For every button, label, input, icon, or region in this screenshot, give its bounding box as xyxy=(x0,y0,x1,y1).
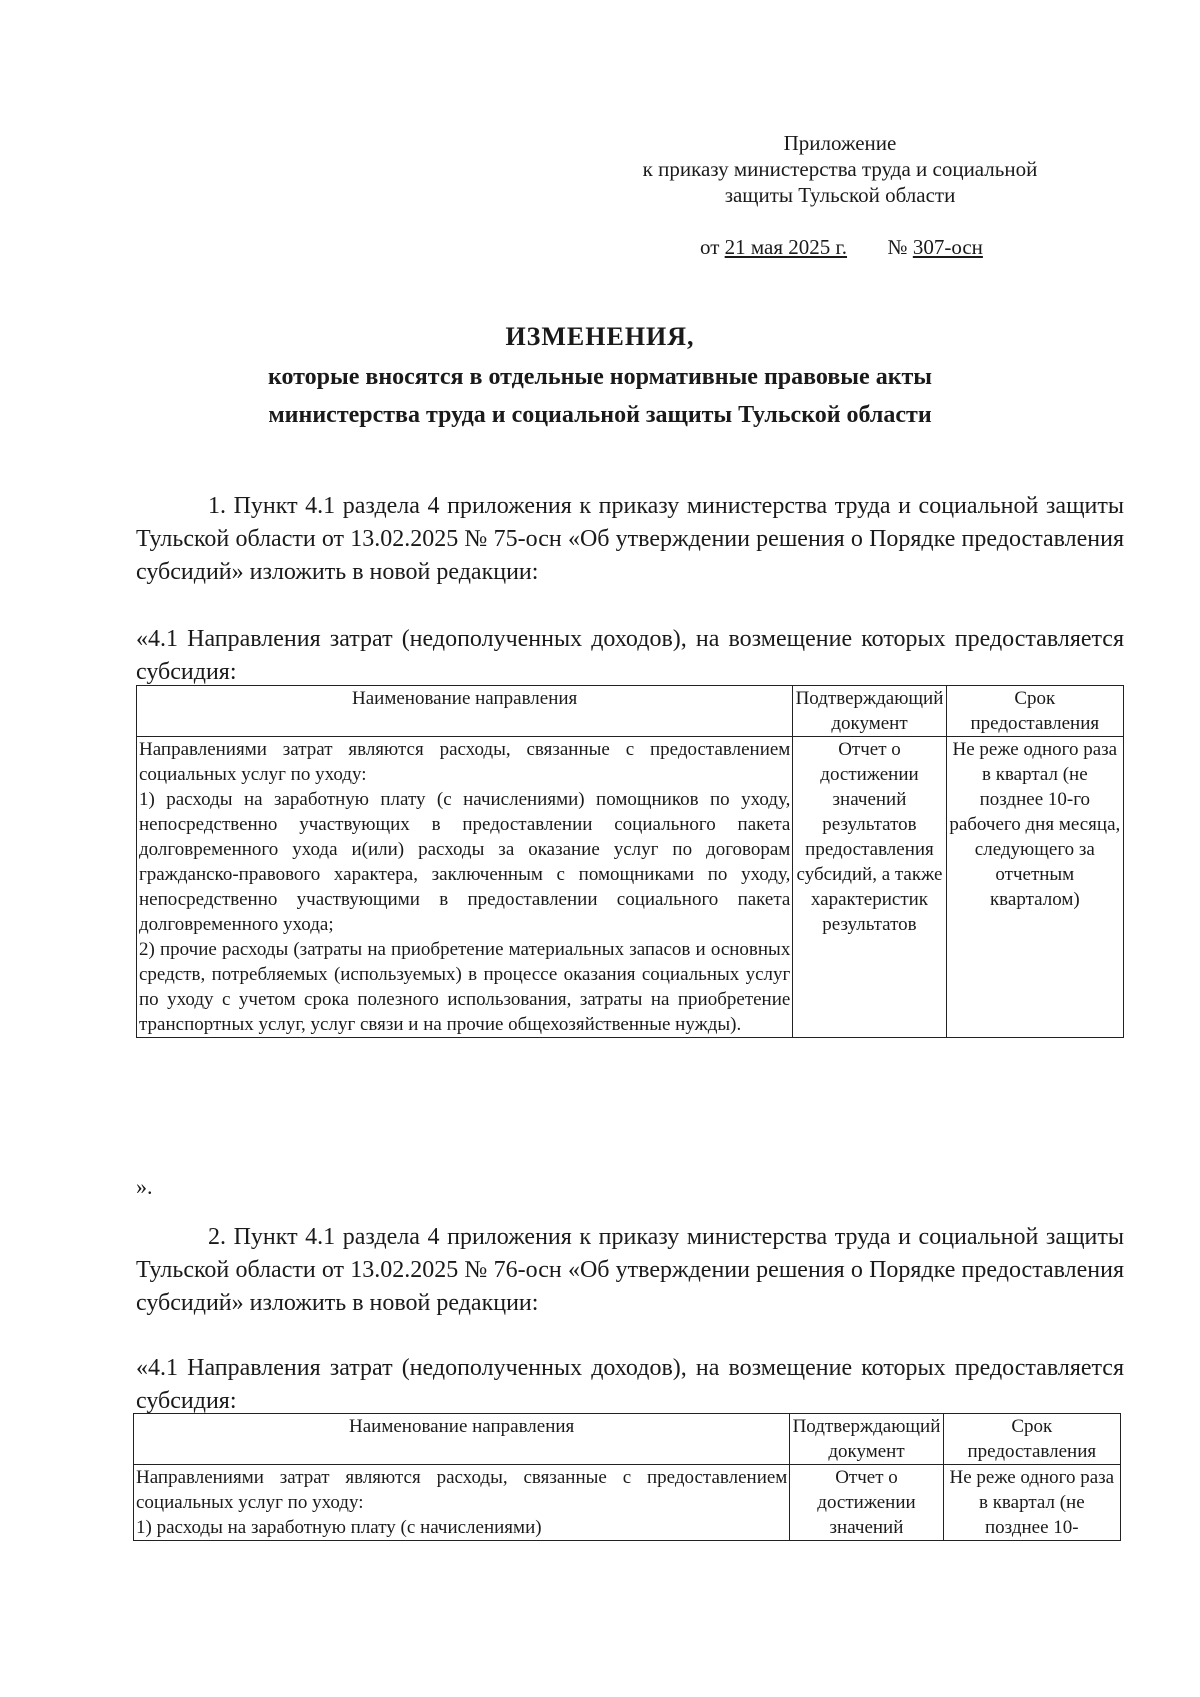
header-document: Подтверждающий документ xyxy=(793,686,946,737)
table-row xyxy=(134,1465,1121,1541)
section-1-intro: 1. Пункт 4.1 раздела 4 приложения к приказу министерства труда и социальной защиты Тульской области от 13.02.2025 № 75-осн «Об утверждении решения о Порядке предоставления субсидий» изложить в новой редакции: xyxy=(136,493,1124,585)
section-2-lead: «4.1 Направления затрат (недополученных доходов), на возмещение которых предоставляется субсидия: xyxy=(136,1355,1124,1414)
header-term: Срок предоставления xyxy=(946,686,1123,737)
subtitle-line-1: которые вносятся в отдельные нормативные правовые акты xyxy=(267,364,933,390)
direction-cell xyxy=(134,1465,790,1541)
order-date: 21 мая 2025 г. xyxy=(724,235,848,259)
date-prefix: от xyxy=(700,235,720,259)
document-subtitle xyxy=(0,358,1200,434)
appendix-label: Приложение xyxy=(783,131,897,155)
appendix-header xyxy=(560,130,1120,208)
term-cell: Не реже одного раза в квартал (не позднее 10-го рабочего дня месяца, следующего за отчетным кварталом) xyxy=(946,737,1123,1038)
header-term: Срок предоставления xyxy=(943,1414,1120,1465)
appendix-org: защиты Тульской области xyxy=(724,183,956,207)
header-document: Подтверждающий документ xyxy=(790,1414,943,1465)
direction-intro: Направлениями затрат являются расходы, связанные с предоставлением социальных услуг по уходу: xyxy=(139,739,791,785)
appendix-order-ref: к приказу министерства труда и социальной xyxy=(642,157,1038,181)
direction-cell xyxy=(137,737,793,1038)
section-2-intro: 2. Пункт 4.1 раздела 4 приложения к приказу министерства труда и социальной защиты Тульской области от 13.02.2025 № 76-осн «Об утверждении решения о Порядке предоставления субсидий» изложить в новой редакции: xyxy=(136,1224,1124,1316)
subtitle-line-2: министерства труда и социальной защиты Тульской области xyxy=(268,402,932,428)
section-1-closing: ». xyxy=(136,1174,153,1199)
order-number: 307-осн xyxy=(912,235,983,259)
direction-intro: Направлениями затрат являются расходы, связанные с предоставлением социальных услуг по уходу: xyxy=(136,1467,788,1513)
header-direction: Наименование направления xyxy=(137,686,793,737)
section-1-lead: «4.1 Направления затрат (недополученных доходов), на возмещение которых предоставляется субсидия: xyxy=(136,626,1124,685)
section-1-table xyxy=(136,685,1124,1038)
section-2-table xyxy=(133,1413,1121,1541)
direction-item-2: 2) прочие расходы (затраты на приобретение материальных запасов и основных средств, потребляемых (используемых) в процессе оказания социальных услуг по уходу с учетом срока полезного использования, затраты на приобретение транспортных услуг, услуг связи и на прочие общехозяйственные нужды). xyxy=(139,939,791,1035)
number-prefix: № xyxy=(887,235,908,259)
document-title: ИЗМЕНЕНИЯ, xyxy=(505,322,695,351)
table-header-row xyxy=(134,1414,1121,1465)
document-cell: Отчет о достижении значений xyxy=(790,1465,943,1541)
direction-item-1: 1) расходы на заработную плату (с начислениями) помощников по уходу, непосредственно участвующих в предоставлении социального пакета долговременного ухода и(или) расходы за оказание услуг по договорам гражданско-правового характера, заключенным с помощниками по уходу, непосредственно участвующими в предоставлении социального пакета долговременного ухода; xyxy=(139,789,791,935)
document-cell: Отчет о достижении значений результатов предоставления субсидий, а также характеристик результатов xyxy=(793,737,946,1038)
term-cell: Не реже одного раза в квартал (не позднее 10- xyxy=(943,1465,1120,1541)
table-row xyxy=(137,737,1124,1038)
direction-item-1: 1) расходы на заработную плату (с начислениями) xyxy=(136,1517,542,1538)
order-date-number xyxy=(700,235,983,260)
header-direction: Наименование направления xyxy=(134,1414,790,1465)
table-header-row xyxy=(137,686,1124,737)
